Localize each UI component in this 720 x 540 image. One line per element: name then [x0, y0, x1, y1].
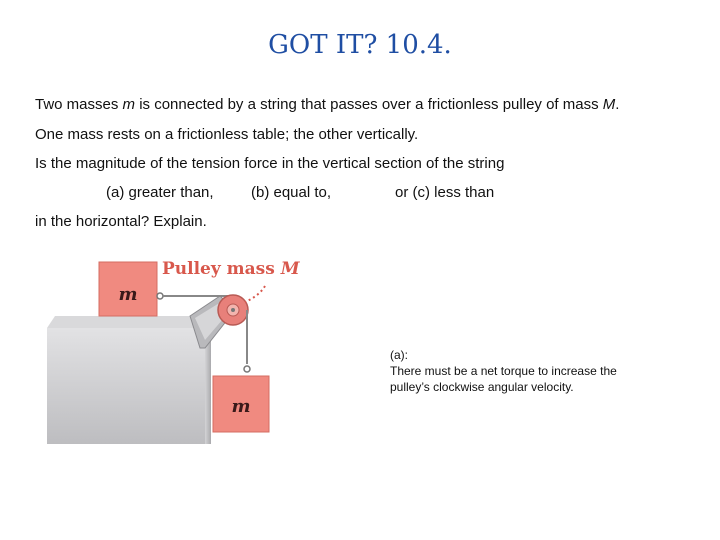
question-line-1 [35, 96, 619, 113]
pulley-figure [45, 252, 345, 444]
question-line-3: Is the magnitude of the tension force in the vertical section of the string [35, 155, 505, 172]
question-line-5: in the horizontal? Explain. [35, 213, 207, 230]
question-line-1-pre: Two masses [35, 96, 123, 113]
option-b: (b) equal to, [251, 184, 332, 201]
option-c: or (c) less than [395, 184, 495, 201]
mass-top-label: m [118, 284, 138, 305]
table [47, 316, 211, 444]
var-m: m [122, 96, 136, 113]
answer-line-3: pulley’s clockwise angular velocity. [390, 380, 574, 394]
question-line-1-mid: is connected by a string that passes over a frictionless pulley of mass [135, 96, 603, 113]
question-line-2: One mass rests on a frictionless table; the other vertically. [35, 126, 419, 143]
answer-box [390, 347, 617, 395]
pulley [218, 295, 248, 325]
question-line-1-post: . [615, 96, 620, 113]
caption-pointer [245, 286, 265, 302]
slide-title: GOT IT? 10.4. [268, 30, 452, 60]
answer-line-2: There must be a net torque to increase the [390, 364, 617, 378]
pulley-caption [162, 259, 301, 279]
answer-line-1: (a): [390, 348, 408, 362]
pulley-caption-text: Pulley mass [162, 259, 281, 279]
pulley-caption-var: M [280, 259, 300, 279]
mass-bottom-label: m [231, 396, 251, 417]
var-M: M [602, 96, 616, 113]
option-a: (a) greater than, [106, 184, 214, 201]
